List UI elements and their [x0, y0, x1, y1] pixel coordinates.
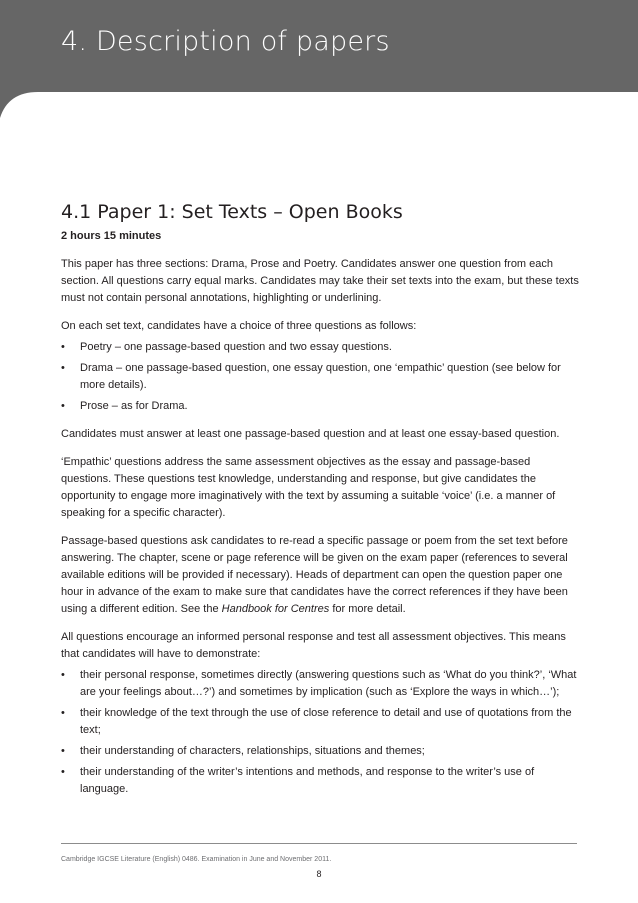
- list-item: • their personal response, sometimes directly (answering questions such as ‘What do you think?’, ‘What are your feelings about…?’) and sometimes by implication (such as ‘Explore the ways in which…’);: [61, 669, 577, 698]
- main-content: [61, 200, 581, 802]
- page-number: 8: [316, 869, 322, 879]
- section-title: 4.1 Paper 1: Set Texts – Open Books: [61, 201, 403, 223]
- bullet-icon: •: [61, 669, 65, 681]
- empathic-paragraph: ‘Empathic’ questions address the same assessment objectives as the essay and passage-based questions. These questions test knowledge, understanding and response, but give candidates the opportunity to engage more imaginatively with the text by assuming a suitable ‘voice’ (i.e. a manner of speaking for a specific character).: [61, 456, 556, 519]
- demonstrate-list: [61, 667, 581, 798]
- bullet-icon: •: [61, 766, 65, 778]
- list-item: • their knowledge of the text through the use of close reference to detail and use of quotations from the text;: [61, 707, 572, 736]
- choice-paragraph: On each set text, candidates have a choice of three questions as follows:: [61, 320, 417, 332]
- list-item: • their understanding of characters, relationships, situations and themes;: [61, 743, 581, 760]
- list-item: • Drama – one passage-based question, one essay question, one ‘empathic’ question (see below for more details).: [61, 362, 561, 391]
- duration-label: 2 hours 15 minutes: [61, 230, 162, 242]
- passage-paragraph: Passage-based questions ask candidates to re-read a specific passage or poem from the set text before answering. The chapter, scene or page reference will be given on the exam paper (references to several available editions will be provided if necessary). Heads of department can open the question paper one hour in advance of the exam to make sure that candidates have the correct references if they have been using a different edition. See the Handbook for Centres for more detail.: [61, 535, 568, 615]
- header-band: [0, 0, 638, 136]
- intro-paragraph: This paper has three sections: Drama, Prose and Poetry. Candidates answer one question from each section. All questions carry equal marks. Candidates may take their set texts into the exam, but these texts must not contain personal annotations, highlighting or underlining.: [61, 258, 579, 304]
- footer-text: Cambridge IGCSE Literature (English) 0486. Examination in June and November 2011.: [61, 856, 332, 863]
- bullet-icon: •: [61, 362, 65, 374]
- must-answer-paragraph: Candidates must answer at least one passage-based question and at least one essay-based question.: [61, 428, 560, 440]
- list-item: • their understanding of the writer’s intentions and methods, and response to the writer’s use of language.: [61, 766, 535, 795]
- footer-divider: [61, 843, 577, 844]
- list-item: • Prose – as for Drama.: [61, 398, 581, 415]
- bullet-icon: •: [61, 341, 65, 353]
- list-item: • Poetry – one passage-based question and two essay questions.: [61, 339, 581, 356]
- question-types-list: [61, 339, 581, 415]
- bullet-icon: •: [61, 745, 65, 757]
- page-title: 4. Description of papers: [61, 26, 390, 57]
- bullet-icon: •: [61, 707, 65, 719]
- header-band-shape: [0, 0, 638, 136]
- bullet-icon: •: [61, 400, 65, 412]
- all-questions-paragraph: All questions encourage an informed personal response and test all assessment objectives. This means that candidates will have to demonstrate:: [61, 631, 566, 660]
- handbook-title: Handbook for Centres: [221, 603, 330, 615]
